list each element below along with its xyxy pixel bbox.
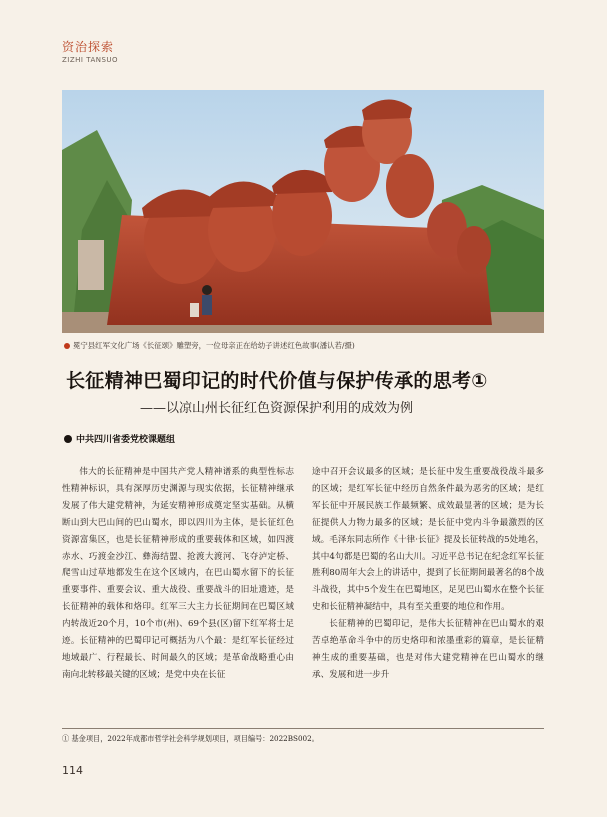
body-paragraph: 长征精神的巴蜀印记，是伟大长征精神在巴山蜀水的艰苦卓绝革命斗争中的历史烙印和浓墨重彩的篇章，是长征精神生成的重要基础，也是对伟大建党精神在巴山蜀水的继承、发展和进一步升 (312, 619, 544, 680)
author-line (64, 432, 175, 445)
section-header (62, 38, 118, 64)
section-title-en: ZIZHI TANSUO (62, 56, 119, 64)
author-name: 中共四川省委党校课题组 (76, 435, 176, 445)
footnote-divider (62, 728, 544, 729)
page-number: 114 (62, 764, 83, 777)
photo-caption (64, 340, 355, 351)
caption-text: 冕宁县红军文化广场《长征颂》雕塑旁，一位母亲正在给幼子讲述红色故事(潘认若/摄) (73, 341, 355, 350)
article-subtitle: ——以凉山州长征红色资源保护利用的成效为例 (140, 401, 414, 416)
sculpture-illustration (62, 90, 544, 333)
author-bullet-icon (64, 435, 72, 443)
article-title: 长征精神巴蜀印记的时代价值与保护传承的思考① (66, 370, 488, 392)
footnote: ① 基金项目，2022年成都市哲学社会科学规划项目，项目编号：2022BS002。 (62, 734, 319, 743)
body-column-right (312, 464, 544, 684)
caption-bullet-icon (64, 343, 70, 349)
sculpture-photo (62, 90, 544, 333)
body-paragraph: 伟大的长征精神是中国共产党人精神谱系的典型性标志性精神标识，具有深厚历史渊源与现实依据，长征精神继承发展了伟大建党精神，为延安精神形成奠定坚实基础。从横断山到大巴山间的巴山蜀水，即以四川为主体，是长征红色资源富集区，也是长征精神形成的重要载体和区域，如四渡赤水、巧渡金沙江、彝海结盟、抢渡大渡河、飞夺泸定桥、爬雪山过草地都发生在这个区域内，在巴山蜀水留下的长征重要事件、重要会议、重大战役、重要战斗的旧址遗迹，是长征精神的载体和烙印。红军三大主力长征期间在巴蜀区域内转战近20个月，10个市(州)、69个县(区)留下红军将士足迹。长征精神的巴蜀印记可概括为八个最：是红军长征经过地域最广、行程最长、时间最久的区域；是革命战略重心由南向北转移最关键的区域；是党中央在长征 (62, 467, 294, 680)
body-column-left (62, 464, 294, 684)
body-paragraph: 途中召开会议最多的区域；是长征中发生重要战役战斗最多的区域；是红军长征中经历自然条件最为恶劣的区域；是红军长征中开展民族工作最频繁、成效最显著的区域；是为长征提供人力物力最多的区域；是长征中党内斗争最激烈的区域。毛泽东同志所作《十律·长征》提及长征转战的5处地名，其中4句都是巴蜀的名山大川。习近平总书记在纪念红军长征胜利80周年大会上的讲话中，提到了长征期间最著名的8个战斗战役，其中5个发生在巴蜀地区，足见巴山蜀水在整个长征史和长征精神凝结中，具有至关重要的地位和作用。 (312, 467, 544, 613)
section-title-cn: 资治探索 (62, 40, 115, 54)
